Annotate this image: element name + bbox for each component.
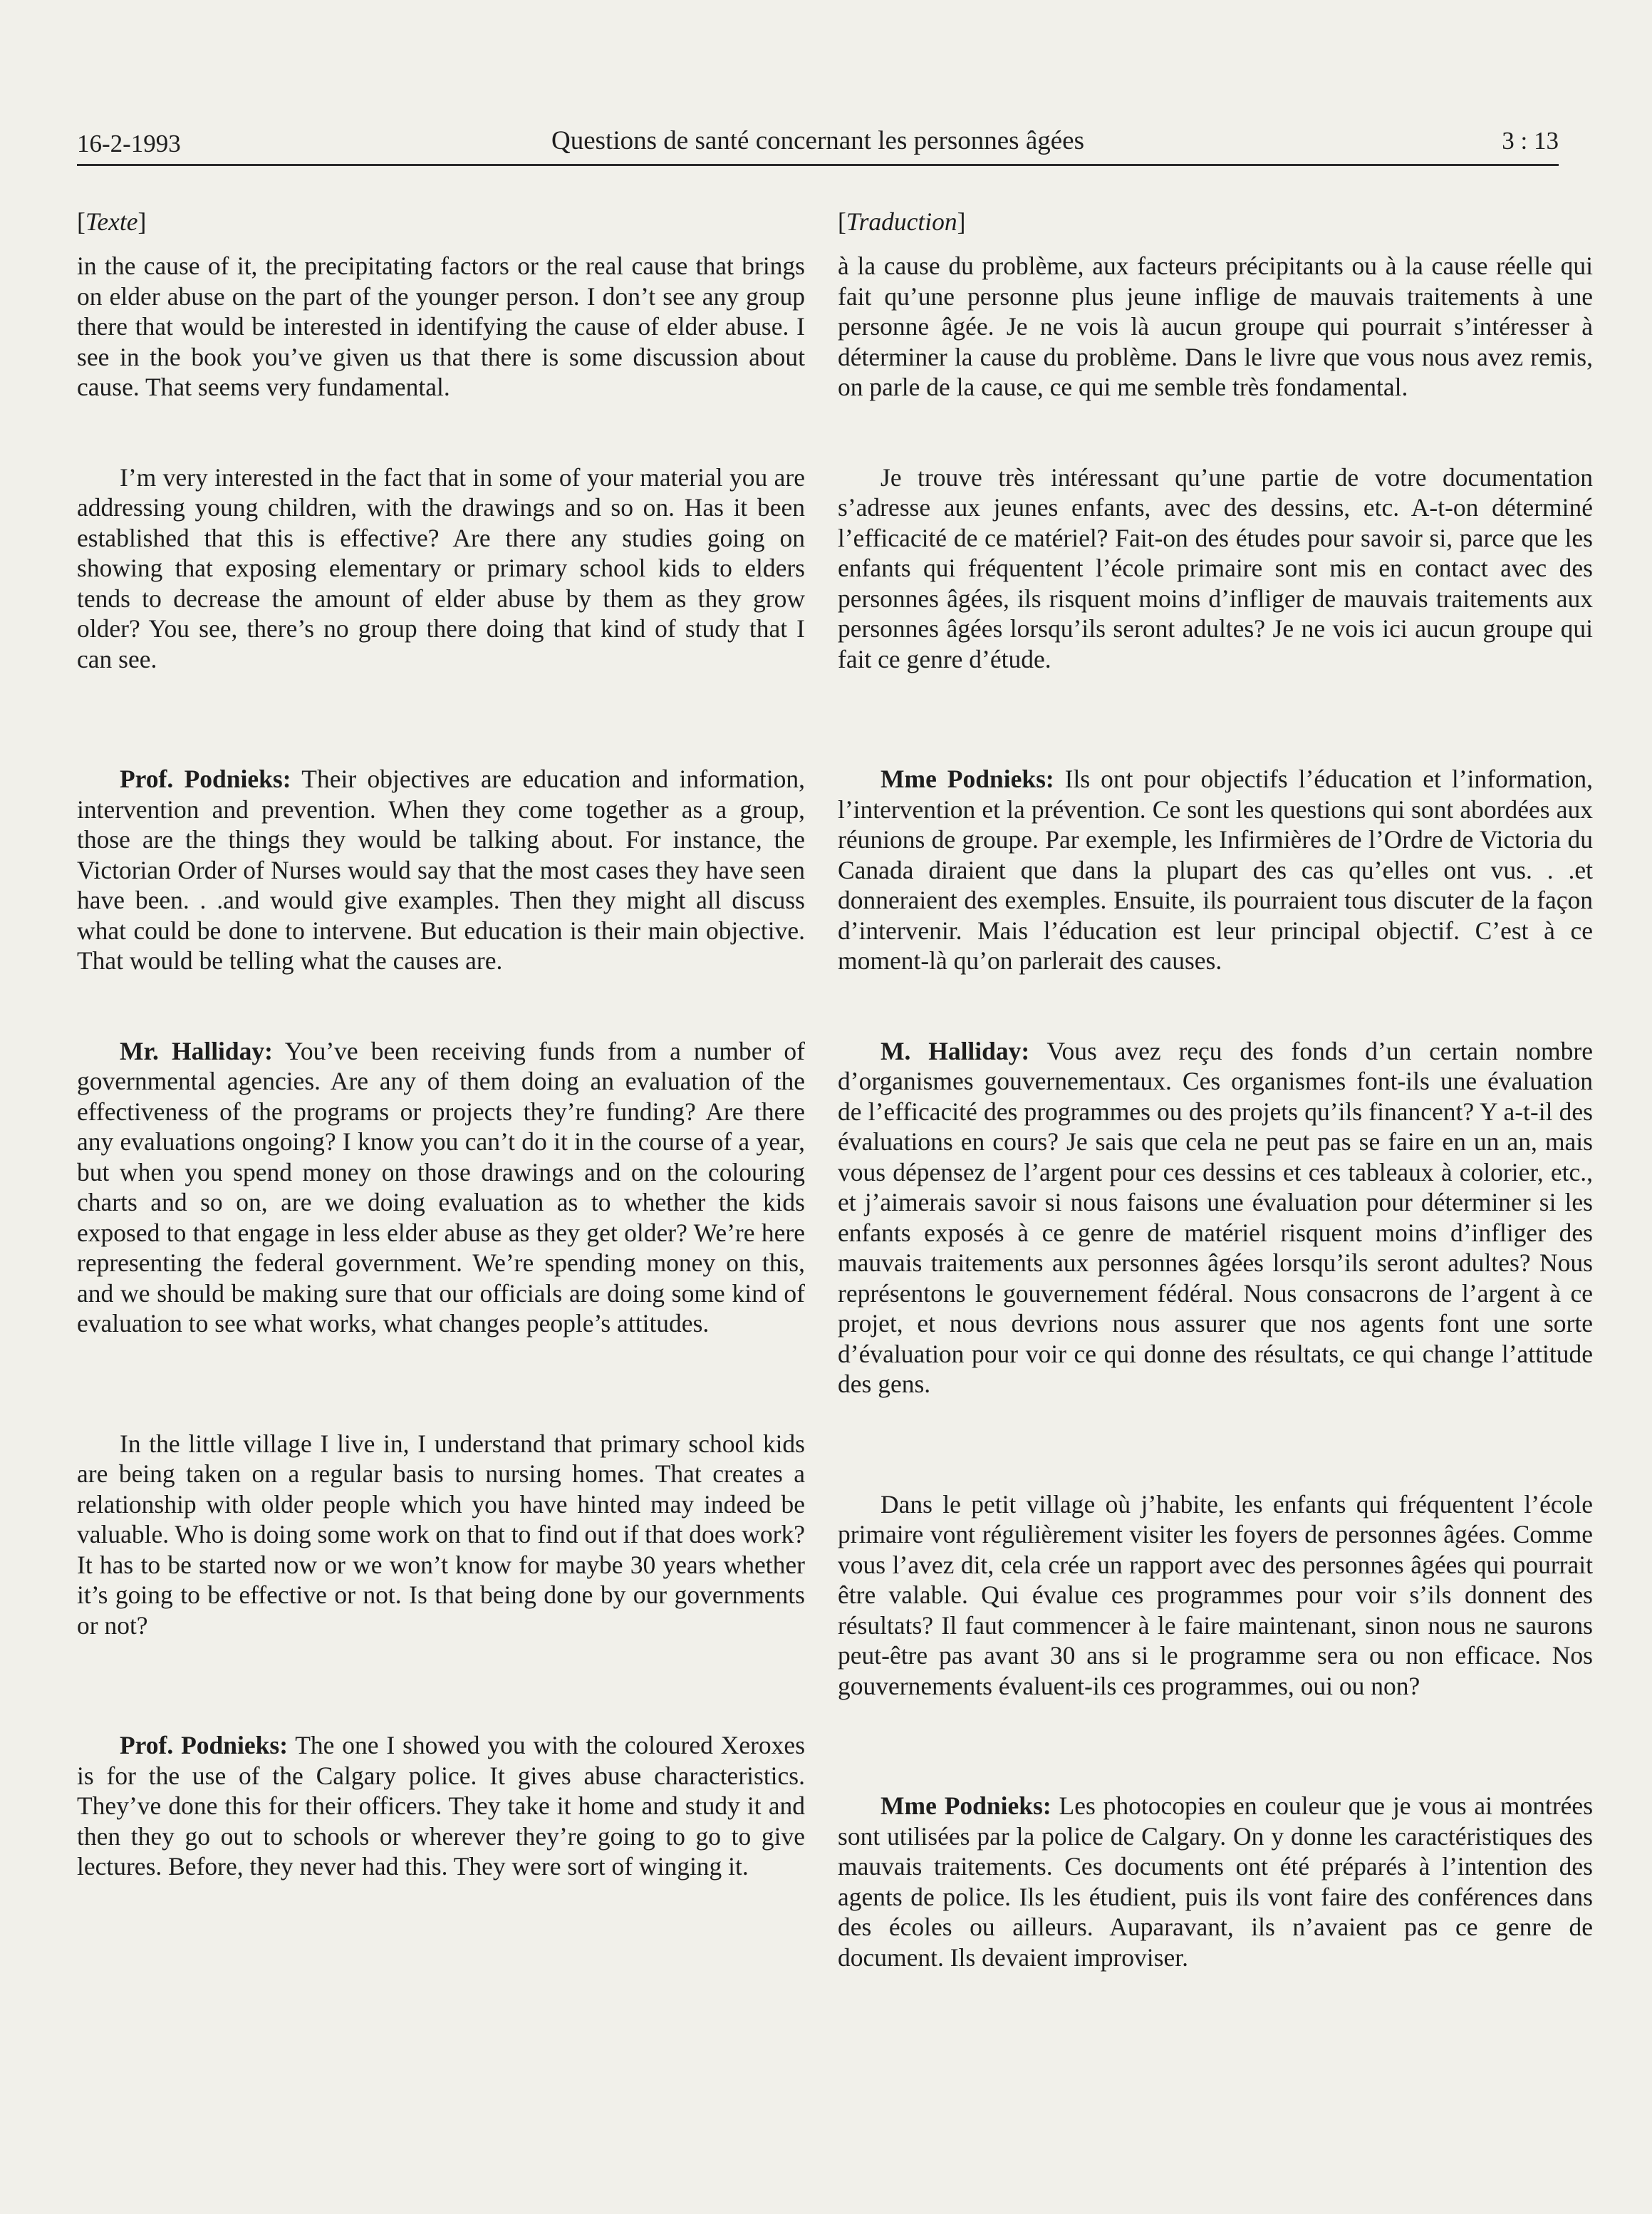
header-title: Questions de santé concernant les personnes âgées (551, 126, 1084, 155)
speaker-name: Prof. Podnieks: (120, 1731, 289, 1759)
header-page-number: 3 : 13 (1502, 127, 1559, 155)
speaker-paragraph: Prof. Podnieks: The one I showed you with the coloured Xeroxes is for the use of the Calgary police. It gives abuse characteristics. They’ve done this for their officers. They take it home and study it and then they go out to schools or wherever they’re going to go to give lectures. Before, they never had this. They were sort of winging it. (77, 1731, 806, 1881)
speaker-name: Prof. Podnieks: (120, 765, 291, 793)
header-rule (77, 164, 1559, 166)
speaker-paragraph: M. Halliday: Vous avez reçu des fonds d’un certain nombre d’organismes gouvernementaux. Ces organismes font-ils une évaluation de l’efficacité des programmes ou des projets qu’ils financent? Y a-t-il des évaluations en cours? Je sais que cela ne peut pas se faire en un an, mais vous dépensez de l’argent pour ces dessins et ces tableaux à colorier, etc., et j’aimerais savoir si nous faisons une évaluation pour déterminer si les enfants exposés à ce genre de matériel risquent moins d’infliger des mauvais traitements aux personnes âgées lorsqu’ils seront adultes? Nous représentons le gouvernement fédéral. Nous consacrons de l’argent à ce projet, et nous devrions nous assurer que nos agents font une sorte d’évaluation pour voir ce qui donne des résultats, ce qui change l’attitude des gens. (838, 1036, 1593, 1398)
paragraph: I’m very interested in the fact that in some of your material you are addressing young children, with the drawings and so on. Has it been established that this is effective? Are there any studies going on showing that exposing elementary or primary school kids to elders tends to decrease the amount of elder abuse by them as they grow older? You see, there’s no group there doing that kind of study that I can see. (77, 462, 805, 673)
speaker-name: Mme Podnieks: (880, 765, 1054, 793)
speaker-paragraph: Mme Podnieks: Les photocopies en couleur que je vous ai montrées sont utilisées par la police de Calgary. On y donne les caractéristiques des mauvais traitements. Ces documents ont été préparés à l’intention des agents de police. Ils les étudient, puis ils vont faire des conférences dans des écoles ou ailleurs. Auparavant, ils n’avaient pas ce genre de document. Ils devaient improviser. (838, 1791, 1594, 1972)
column-label-traduction: [Traduction] (838, 207, 966, 236)
header-date: 16-2-1993 (77, 130, 181, 157)
english-column (77, 207, 805, 1882)
paragraph: Dans le petit village où j’habite, les enfants qui fréquentent l’école primaire vont régulièrement visiter les foyers de personnes âgées. Comme vous l’avez dit, cela crée un rapport avec des personnes âgées qui pourrait être valable. Qui évalue ces programmes pour voir s’ils donnent des résultats? Il faut commencer à le faire maintenant, sinon nous ne saurons peut-être pas avant 30 ans si le programme sera ou non efficace. Nos gouvernements évaluent-ils ces programmes, oui ou non? (838, 1489, 1593, 1700)
paragraph: Je trouve très intéressant qu’une partie de votre documentation s’adresse aux jeunes enfants, avec des dessins, etc. A-t-on déterminé l’efficacité de ce matériel? Fait-on des études pour savoir si, parce que les enfants qui fréquentent l’école primaire sont mis en contact avec des personnes âgées, ils risquent moins d’infliger de mauvais traitements aux personnes âgées lorsqu’ils seront adultes? Je ne vois ici aucun groupe qui fait ce genre d’étude. (838, 462, 1593, 673)
column-label-texte: [Texte] (77, 207, 147, 236)
french-column (838, 207, 1593, 1972)
paragraph: in the cause of it, the precipitating factors or the real cause that brings on elder abuse on the part of the younger person. I don’t see any group there that would be interested in identifying the cause of elder abuse. I see in the book you’ve given us that there is some discussion about cause. That seems very fundamental. (77, 252, 805, 401)
speaker-name: Mme Podnieks: (880, 1791, 1051, 1820)
speaker-name: M. Halliday: (880, 1036, 1030, 1065)
paragraph: In the little village I live in, I understand that primary school kids are being taken on a regular basis to nursing homes. That creates a relationship with older people which you have hinted may indeed be valuable. Who is doing some work on that to find out if that does work? It has to be started now or we won’t know for maybe 30 years whether it’s going to be effective or not. Is that being done by our governments or not? (77, 1429, 805, 1640)
speaker-paragraph: Prof. Podnieks: Their objectives are education and information, intervention and prevention. When they come together as a group, those are the things they would be talking about. For instance, the Victorian Order of Nurses would say that the most cases they have seen have been. . .and would give examples. Then they might all discuss what could be done to intervene. But education is their main objective. That would be telling what the causes are. (77, 765, 805, 975)
page-header (77, 120, 1559, 164)
speaker-paragraph: Mr. Halliday: You’ve been receiving funds from a number of governmental agencies. Are any of them doing an evaluation of the effectiveness of the programs or projects they’re funding? Are there any evaluations ongoing? I know you can’t do it in the course of a year, but when you spend money on those drawings and on the colouring charts and so on, are we doing evaluation as to whether the kids exposed to that engage in less elder abuse as they get older? We’re here representing the federal government. We’re spending money on this, and we should be making sure that our officials are doing some kind of evaluation to see what works, what changes people’s attitudes. (77, 1036, 806, 1338)
paragraph: à la cause du problème, aux facteurs précipitants ou à la cause réelle qui fait qu’une personne plus jeune inflige de mauvais traitements à une personne âgée. Je ne vois là aucun groupe qui pourrait s’intéresser à déterminer la cause du problème. Dans le livre que vous nous avez remis, on parle de la cause, ce qui me semble très fondamental. (838, 252, 1593, 401)
speaker-name: Mr. Halliday: (120, 1036, 273, 1065)
speaker-paragraph: Mme Podnieks: Ils ont pour objectifs l’éducation et l’information, l’intervention et la prévention. Ce sont les questions qui sont abordées aux réunions de groupe. Par exemple, les Infirmières de l’Ordre de Victoria du Canada diraient que dans la plupart des cas qu’elles ont vus. . .et donneraient des exemples. Ensuite, ils pourraient tous discuter de la façon d’intervenir. Mais l’éducation est leur principal objectif. C’est à ce moment-là qu’on parlerait des causes. (838, 765, 1594, 975)
